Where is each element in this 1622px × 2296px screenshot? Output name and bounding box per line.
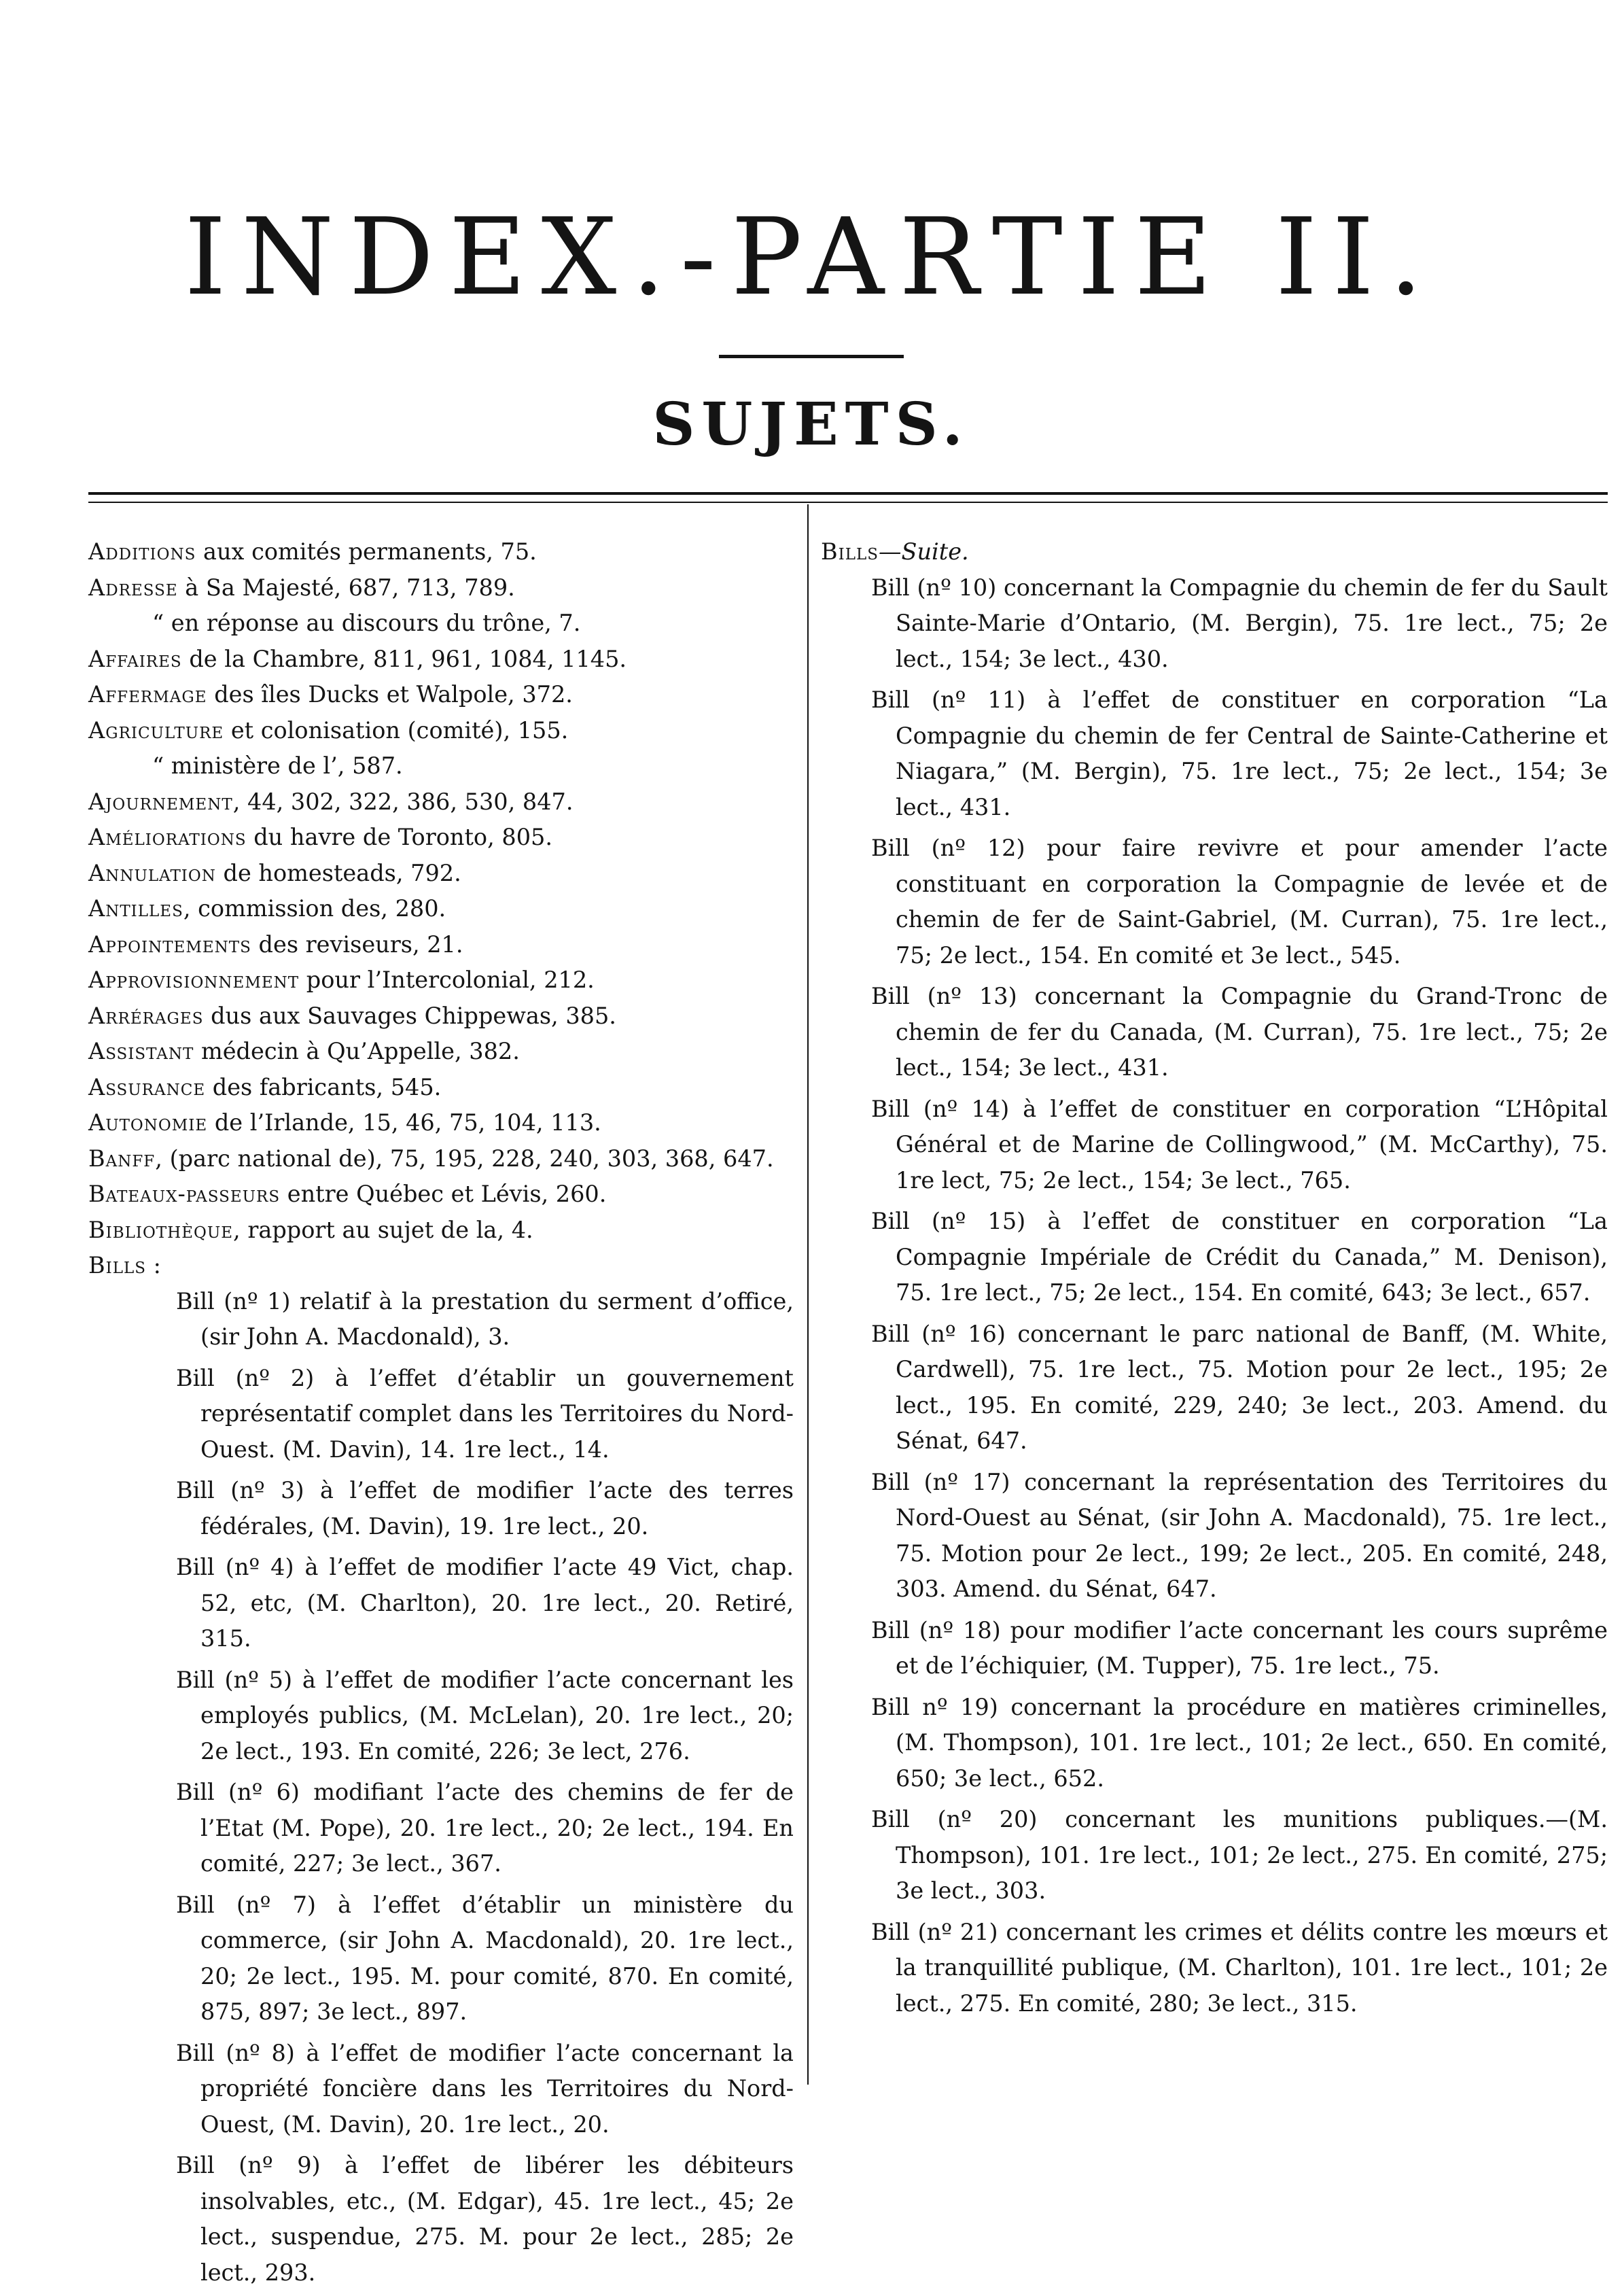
index-entry [88,1248,794,1284]
left-column [88,534,794,2296]
bill-entry: Bill (nº 11) à l’effet de constituer en corporation “La Compagnie du chemin de fer Central de Sainte-Catherine et Niagara,” (M. Bergin), 75. 1re lect., 75; 2e lect., 154; 3e lect., 431. [871,686,1608,820]
entry-text: dus aux Sauvages Chippewas, 385. [203,1002,616,1029]
bill-entry: Bill (nº 18) pour modifier l’acte concernant les cours suprême et de l’échiquier, (M. Tupper), 75. 1re lect., 75. [871,1616,1608,1679]
bill-entry: Bill (nº 14) à l’effet de constituer en corporation “L’Hôpital Général et de Marine de Collingwood,” (M. McCarthy), 75. 1re lect, 75; 2e lect., 154; 3e lect., 765. [871,1095,1608,1194]
entry-head: Agriculture [88,716,224,744]
entry-text: , commission des, 280. [183,895,446,922]
bill-entry: Bill (nº 17) concernant la représentation des Territoires du Nord-Ouest au Sénat, (sir John A. Macdonald), 75. 1re lect., 75. Motion pour 2e lect., 199; 2e lect., 205. En comité, 248, 303. Amend. du Sénat, 647. [871,1468,1608,1602]
index-entry [88,856,794,892]
entry-text: , (parc national de), 75, 195, 228, 240, 303, 368, 647. [155,1145,774,1172]
index-entry [88,642,794,678]
entry-text: “ en réponse au discours du trône, 7. [152,610,581,636]
entry-text: des fabricants, 545. [205,1073,442,1100]
entry-text: aux comités permanents, 75. [196,538,537,565]
entry-head: Annulation [88,859,216,886]
index-entry [88,713,794,749]
entry-head: Banff [88,1145,156,1172]
bill-entry: Bill (nº 16) concernant le parc national de Banff, (M. White, Cardwell), 75. 1re lect., 75. Motion pour 2e lect., 195; 2e lect., 195. En comité, 229, 240; 3e lect., 203. Amend. du Sénat, 647. [871,1320,1608,1454]
entry-text: de la Chambre, 811, 961, 1084, 1145. [181,645,627,672]
index-entry [88,1177,794,1213]
entry-text: pour l’Intercolonial, 212. [299,967,595,993]
entry-head: Ajournement [88,788,233,815]
bill-entry: Bill (nº 3) à l’effet de modifier l’acte des terres fédérales, (M. Davin), 19. 1re lect., 20. [176,1477,794,1540]
bill-entry: Bill (nº 7) à l’effet d’établir un ministère du commerce, (sir John A. Macdonald), 20. 1re lect., 20; 2e lect., 195. M. pour comité, 870. En comité, 875, 897; 3e lect., 897. [176,1891,794,2025]
header-rule-thick [88,492,1608,495]
bill-entry: Bill (nº 20) concernant les munitions publiques.—(M. Thompson), 101. 1re lect., 101; 2e lect., 275. En comité, 275; 3e lect., 303. [871,1806,1608,1904]
entry-head: Autonomie [88,1109,208,1136]
header-rule-thin [88,502,1608,503]
entry-text: , rapport au sujet de la, 4. [233,1216,533,1243]
entry-text: , 44, 302, 322, 386, 530, 847. [232,788,574,815]
index-entry [88,820,794,856]
bill-entry: Bill (nº 5) à l’effet de modifier l’acte concernant les employés publics, (M. McLelan), 20. 1re lect., 20; 2e lect., 193. En comité, 226; 3e lect, 276. [176,1666,794,1764]
index-entry [88,1213,794,1249]
entry-text: entre Québec et Lévis, 260. [280,1181,607,1207]
entry-text: du havre de Toronto, 805. [246,824,552,850]
bill-entry: Bill (nº 15) à l’effet de constituer en corporation “La Compagnie Impériale de Crédit du Canada,” M. Denison), 75. 1re lect., 75; 2e lect., 154. En comité, 643; 3e lect., 657. [871,1208,1608,1306]
entry-text: “ ministère de l’, 587. [152,752,403,779]
index-sub-entry [88,606,794,642]
index-entry [88,1034,794,1070]
bill-entry: Bill nº 19) concernant la procédure en matières criminelles, (M. Thompson), 101. 1re lect., 101; 2e lect., 650. En comité, 650; 3e lect., 652. [871,1693,1608,1792]
entry-head: Appointements [88,930,251,958]
column-divider [807,504,809,2085]
entry-head: Bills [88,1252,147,1279]
index-sub-entry [88,748,794,784]
index-entry [88,1141,794,1177]
entry-head: Assistant [88,1038,194,1064]
bill-entry: Bill (nº 12) pour faire revivre et pour amender l’acte constituant en corporation la Compagnie de levée et de chemin de fer de Saint-Gabriel, (M. Curran), 75. 1re lect., 75; 2e lect., 154. En comité et 3e lect., 545. [871,835,1608,969]
title-rule [719,355,904,358]
entry-head: Antilles [88,895,183,922]
entry-text: des îles Ducks et Walpole, 372. [207,681,573,708]
continued-heading [821,534,1608,570]
entry-head: Affermage [88,681,207,708]
entry-text: à Sa Majesté, 687, 713, 789. [177,574,515,601]
right-column [821,534,1608,2027]
index-entry [88,1105,794,1141]
index-entry [88,998,794,1034]
bill-entry: Bill (nº 4) à l’effet de modifier l’acte 49 Vict, chap. 52, etc, (M. Charlton), 20. 1re lect., 20. Retiré, 315. [176,1554,794,1652]
entry-head: Adresse [88,574,178,601]
index-entry [88,784,794,820]
index-entry [88,927,794,963]
page-title: INDEX.-PARTIE II. [184,195,1438,319]
index-entry [88,962,794,998]
bill-entry: Bill (nº 21) concernant les crimes et délits contre les mœurs et la tranquillité publique, (M. Charlton), 101. 1re lect., 101; 2e lect., 275. En comité, 280; 3e lect., 315. [871,1918,1608,2017]
entry-head: Approvisionnement [88,967,300,993]
entry-head: Assurance [88,1073,206,1100]
entry-text: de homesteads, 792. [215,859,461,886]
index-entry [88,891,794,927]
bill-entry: Bill (nº 8) à l’effet de modifier l’acte concernant la propriété foncière dans les Territoires du Nord-Ouest, (M. Davin), 20. 1re lect., 20. [176,2039,794,2138]
entry-head: Bills [821,538,879,565]
entry-head: Bateaux-passeurs [88,1181,281,1207]
bill-entry: Bill (nº 9) à l’effet de libérer les débiteurs insolvables, etc., (M. Edgar), 45. 1re lect., 45; 2e lect., suspendue, 275. M. pour 2e lect., 285; 2e lect., 293. [176,2152,794,2286]
bill-entry: Bill (nº 10) concernant la Compagnie du chemin de fer du Sault Sainte-Marie d’Ontario, (M. Bergin), 75. 1re lect., 75; 2e lect., 154; 3e lect., 430. [871,574,1608,672]
index-entry [88,534,794,570]
bill-entry: Bill (nº 6) modifiant l’acte des chemins de fer de l’Etat (M. Pope), 20. 1re lect., 20; 2e lect., 194. En comité, 227; 3e lect., 367. [176,1779,794,1877]
index-entry [88,570,794,606]
section-subtitle: SUJETS. [652,390,970,459]
bill-entry: Bill (nº 1) relatif à la prestation du serment d’office, (sir John A. Macdonald), 3. [176,1287,794,1350]
bill-entry: Bill (nº 2) à l’effet d’établir un gouvernement représentatif complet dans les Territoires du Nord-Ouest. (M. Davin), 14. 1re lect., 14. [176,1364,794,1463]
entry-head: Arrérages [88,1002,204,1029]
entry-text: de l’Irlande, 15, 46, 75, 104, 113. [207,1109,601,1136]
index-entry [88,1070,794,1106]
entry-head: Affaires [88,645,182,672]
entry-head: Bibliothèque [88,1216,234,1243]
bill-entry: Bill (nº 13) concernant la Compagnie du Grand-Tronc de chemin de fer du Canada, (M. Curran), 75. 1re lect., 75; 2e lect., 154; 3e lect., 431. [871,983,1608,1081]
entry-head: Additions [88,538,196,565]
suite-label: —Suite. [879,538,969,565]
entry-head: Améliorations [88,824,247,850]
index-entry [88,677,794,713]
entry-text: : [146,1252,161,1279]
entry-text: des reviseurs, 21. [251,930,463,958]
entry-text: et colonisation (comité), 155. [224,716,569,744]
entry-text: médecin à Qu’Appelle, 382. [194,1038,520,1064]
